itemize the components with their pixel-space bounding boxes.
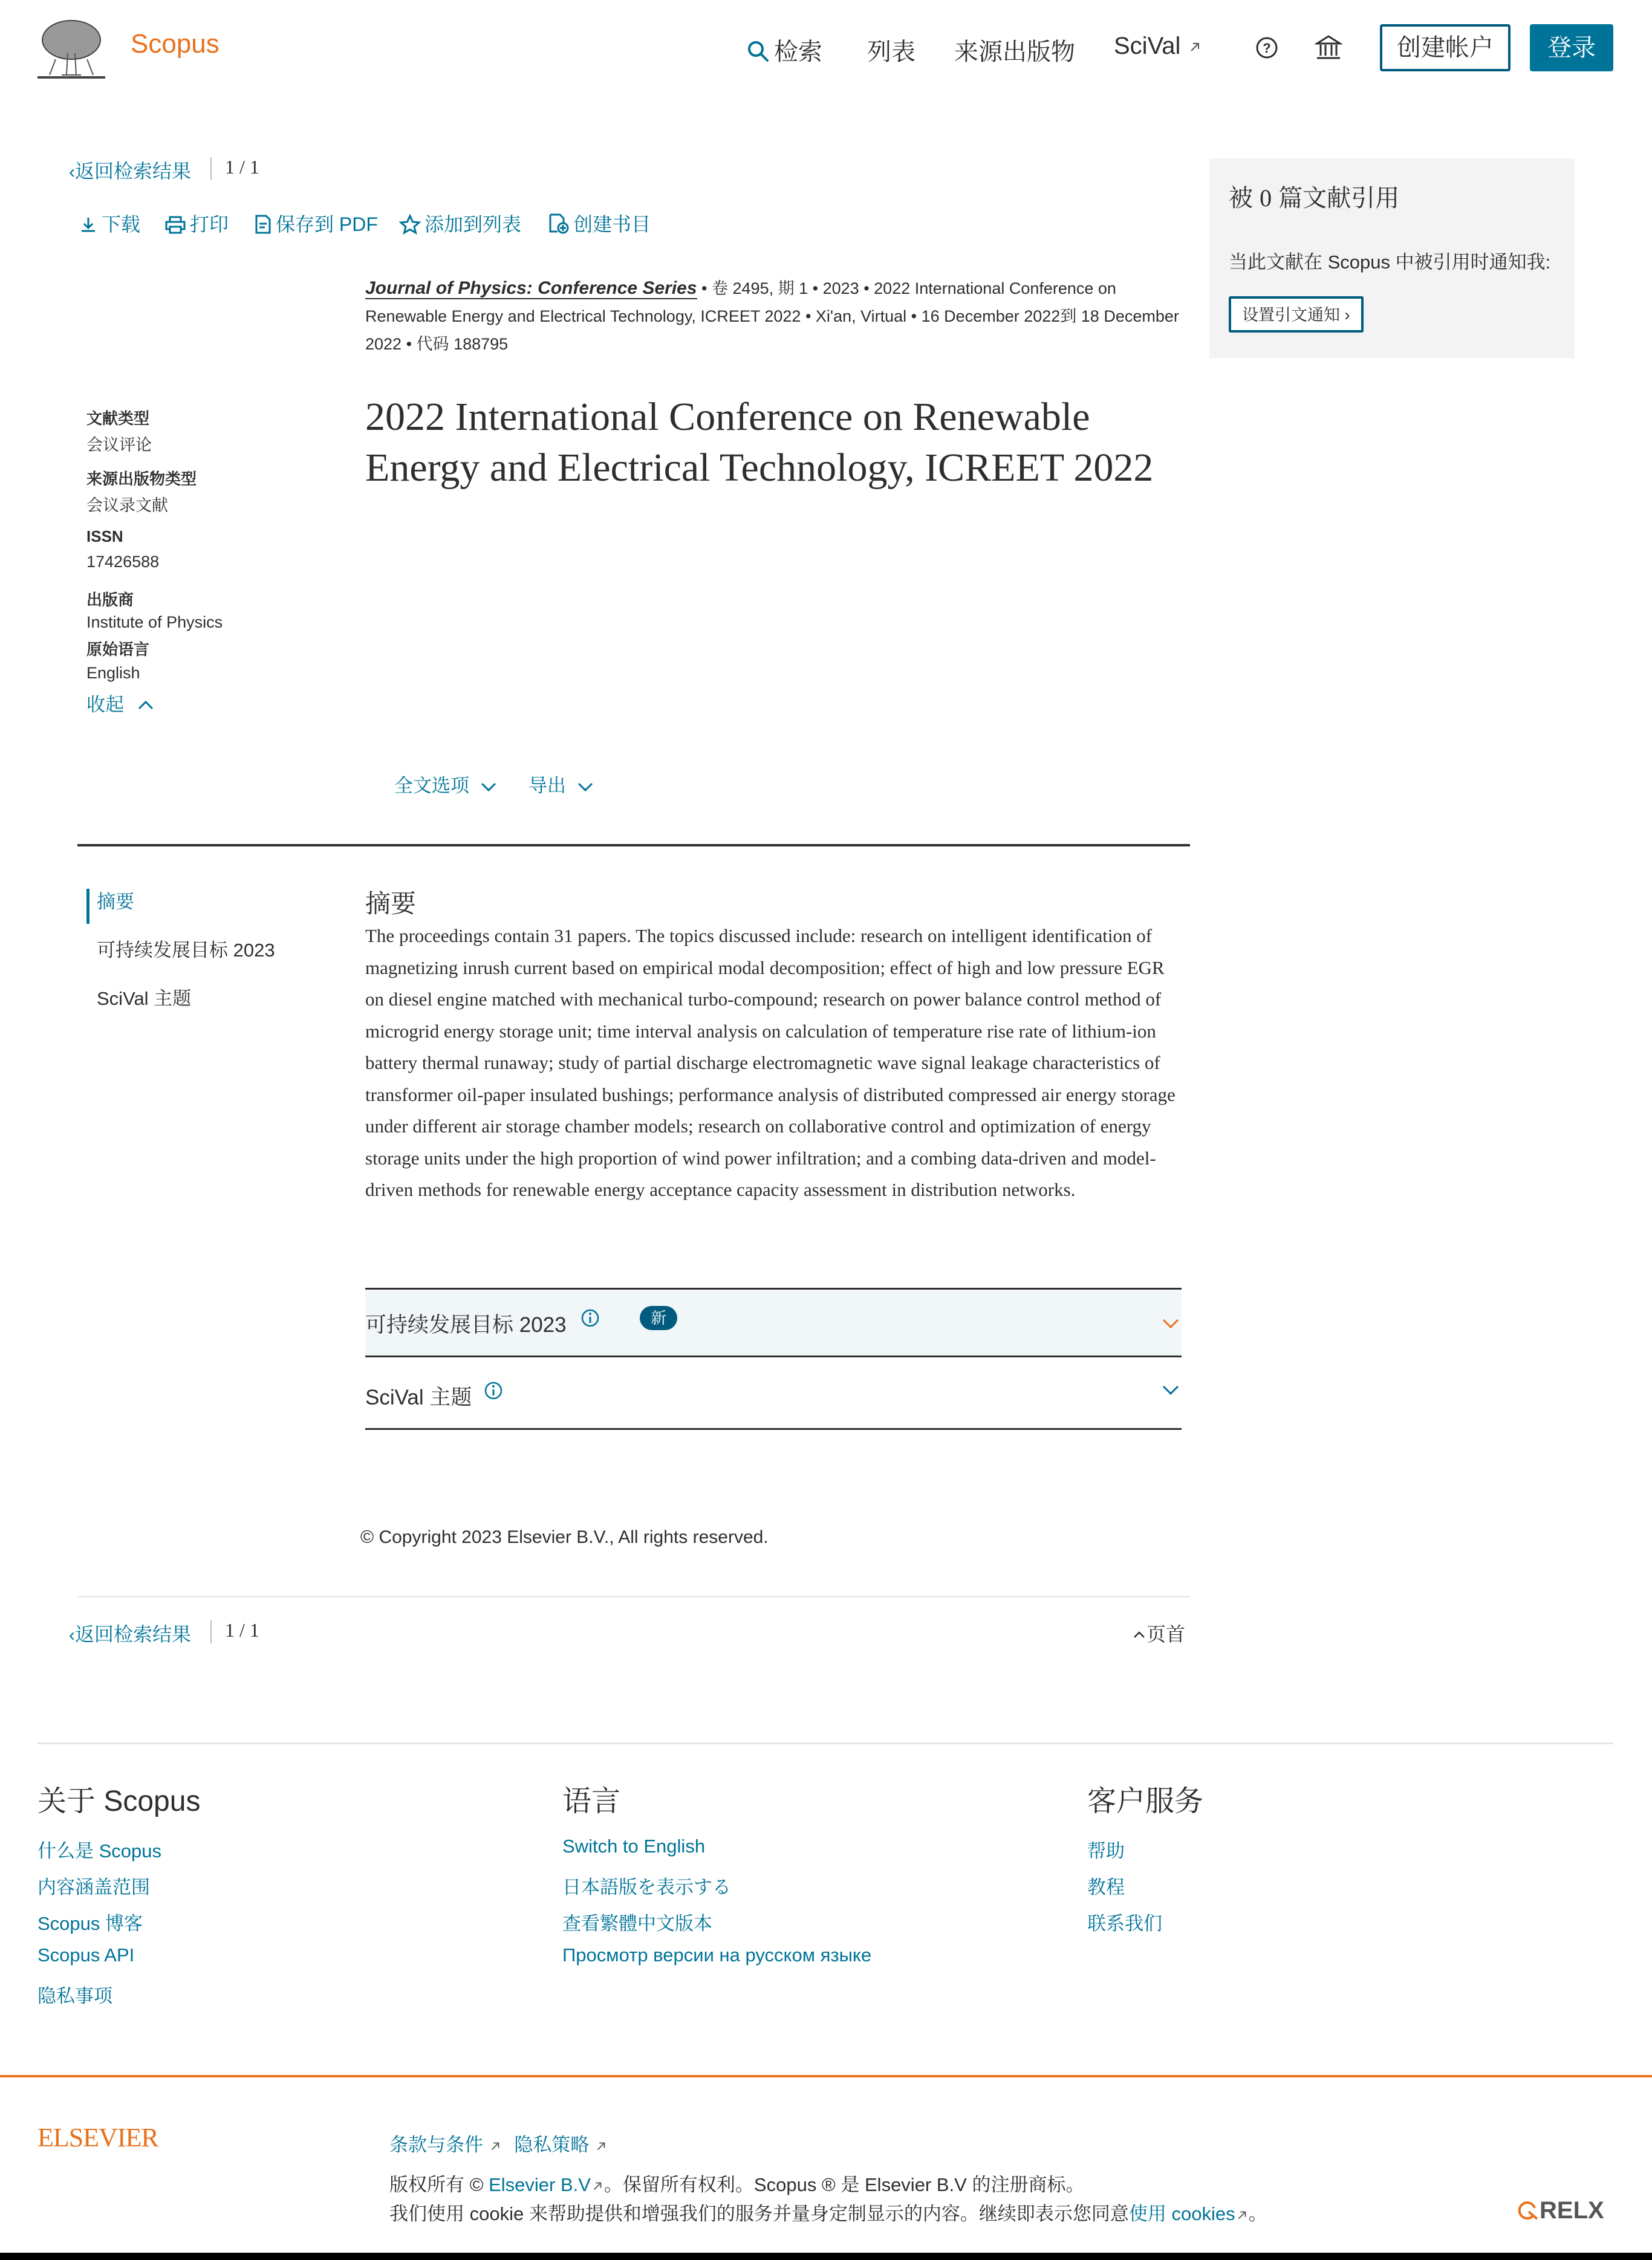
terms-link[interactable]: 条款与条件 bbox=[389, 2134, 483, 2155]
elsevier-tree-logo[interactable] bbox=[37, 17, 105, 80]
language-label: 原始语言 bbox=[86, 640, 150, 658]
footer-link-privacy-matters[interactable]: 隐私事项 bbox=[37, 1986, 112, 2007]
nav-lists[interactable]: 列表 bbox=[867, 39, 915, 65]
conference-code: 代码 188795 bbox=[416, 335, 509, 353]
footer-about-heading: 关于 Scopus bbox=[37, 1785, 201, 1817]
conference-dates: 16 December 2022到 18 December 2022 bbox=[365, 307, 1179, 353]
nav-search-label: 检索 bbox=[774, 39, 822, 65]
footer-rights-line bbox=[389, 2169, 1084, 2197]
create-bibliography-button[interactable] bbox=[548, 209, 651, 237]
scival-accordion-title: SciVal 主题 bbox=[365, 1386, 472, 1409]
cookies-link[interactable]: 使用 cookies bbox=[1128, 2203, 1235, 2224]
login-button[interactable]: 登录 bbox=[1530, 24, 1613, 71]
save-pdf-label: 保存到 PDF bbox=[276, 213, 378, 235]
back-to-results-label: 返回检索结果 bbox=[75, 160, 192, 182]
doc-type-label: 文献类型 bbox=[86, 409, 150, 427]
print-button[interactable] bbox=[164, 209, 229, 237]
info-icon[interactable] bbox=[580, 1308, 600, 1328]
section-divider bbox=[77, 844, 1190, 846]
result-pager: 1 / 1 bbox=[225, 156, 259, 178]
abstract-text: The proceedings contain 31 papers. The topics discussed include: research on intelligent identification of magnetizing inrush current based on empirical modal decomposition; effect of high and low pressure EGR on diesel engine matched with mechanical turbo-compound; research on power balance control method of microgrid energy storage unit; time interval analysis on calculation of temperature rise rate of lithium-ion battery thermal runaway; study of partial discharge electromagnetic wave signal leakage characteristics of transformer oil-paper insulated bushings; performance analysis of distributed compressed air energy storage under different air storage chamber models; research on collaborative control and optimization of energy storage units under the high proportion of wind power infiltration; and a combing data-driven and model-driven methods for renewable energy acceptance capacity assessment in distribution networks. bbox=[365, 925, 1176, 1200]
footer-link-coverage[interactable]: 内容涵盖范围 bbox=[37, 1877, 150, 1898]
footer-link-contact[interactable]: 联系我们 bbox=[1087, 1913, 1162, 1934]
chevron-up-icon bbox=[137, 699, 155, 711]
side-nav-scival[interactable]: SciVal 主题 bbox=[97, 988, 192, 1009]
print-icon bbox=[164, 215, 186, 235]
publication-year: 2023 bbox=[822, 279, 859, 297]
chevron-down-icon bbox=[480, 781, 498, 793]
external-link-icon bbox=[594, 2140, 608, 2153]
source-type-label: 来源出版物类型 bbox=[86, 470, 197, 488]
export-label: 导出 bbox=[528, 775, 566, 796]
cited-by-heading bbox=[1229, 179, 1399, 213]
cited-by-suffix: 篇文献引用 bbox=[1278, 185, 1400, 212]
rights-suffix: 。保留所有权利。Scopus ® 是 Elsevier B.V 的注册商标。 bbox=[603, 2174, 1085, 2195]
chevron-up-icon bbox=[1132, 1629, 1146, 1640]
publisher-label: 出版商 bbox=[86, 591, 134, 609]
relx-label: RELX bbox=[1540, 2197, 1604, 2224]
star-icon bbox=[399, 214, 421, 235]
back-to-top-label: 页首 bbox=[1146, 1623, 1186, 1645]
bibliography-icon bbox=[548, 213, 570, 235]
back-to-results-link-bottom[interactable] bbox=[69, 1619, 191, 1647]
download-button[interactable] bbox=[79, 209, 140, 237]
pdf-icon bbox=[254, 214, 272, 235]
chevron-down-icon bbox=[1161, 1383, 1180, 1397]
back-to-results-label: 返回检索结果 bbox=[75, 1623, 192, 1645]
page-bottom-bar bbox=[0, 2253, 1652, 2260]
side-nav-abstract[interactable]: 摘要 bbox=[97, 891, 134, 912]
footer-link-traditional-chinese[interactable]: 查看繁體中文版本 bbox=[562, 1913, 712, 1934]
citation-panel bbox=[1209, 158, 1575, 358]
footer-language-heading: 语言 bbox=[562, 1785, 621, 1817]
doc-type-value: 会议评论 bbox=[86, 436, 152, 454]
accordion-border bbox=[365, 1288, 1182, 1290]
relx-swoosh-icon bbox=[1515, 2200, 1540, 2220]
svg-text:?: ? bbox=[1263, 41, 1271, 56]
language-value: English bbox=[86, 664, 140, 682]
journal-title-link[interactable]: Journal of Physics: Conference Series bbox=[365, 278, 697, 298]
new-badge: 新 bbox=[640, 1306, 677, 1330]
divider bbox=[210, 1620, 212, 1643]
info-icon[interactable] bbox=[484, 1381, 503, 1400]
active-nav-indicator bbox=[86, 889, 89, 924]
external-link-icon bbox=[1188, 40, 1202, 54]
footer-link-api[interactable]: Scopus API bbox=[37, 1944, 135, 1966]
save-pdf-button[interactable] bbox=[254, 209, 378, 237]
search-icon bbox=[746, 39, 770, 63]
create-account-button[interactable]: 创建帐户 bbox=[1380, 24, 1511, 71]
footer-service-heading: 客户服务 bbox=[1087, 1785, 1204, 1817]
nav-scival[interactable] bbox=[1114, 33, 1202, 60]
scival-accordion[interactable] bbox=[365, 1358, 1182, 1428]
elsevier-logo[interactable]: ELSEVIER bbox=[37, 2123, 158, 2152]
set-citation-alert-button[interactable] bbox=[1229, 296, 1364, 333]
result-pager-bottom: 1 / 1 bbox=[225, 1619, 259, 1641]
relx-logo[interactable] bbox=[1515, 2197, 1604, 2224]
accordion-border bbox=[365, 1428, 1182, 1430]
export-button[interactable] bbox=[528, 770, 594, 797]
nav-sources[interactable]: 来源出版物 bbox=[954, 39, 1075, 65]
footer-cookie-line bbox=[389, 2198, 1267, 2226]
print-label: 打印 bbox=[190, 213, 229, 235]
nav-scival-label: SciVal bbox=[1114, 33, 1181, 59]
volume-issue: 卷 2495, 期 1 bbox=[712, 279, 808, 297]
external-link-icon bbox=[1235, 2209, 1249, 2222]
footer-link-russian[interactable]: Просмотр версии на русском языке bbox=[562, 1944, 872, 1966]
citation-notify-text: 当此文献在 Scopus 中被引用时通知我: bbox=[1229, 252, 1551, 273]
nav-search[interactable] bbox=[746, 33, 822, 67]
footer-legal-links bbox=[389, 2129, 608, 2157]
footer-link-blog[interactable]: Scopus 博客 bbox=[37, 1913, 143, 1934]
institution-icon[interactable] bbox=[1315, 34, 1342, 62]
conference-name: 2022 International Conference on Renewable Energy and Electrical Technology, ICREET 2022 bbox=[365, 279, 1116, 325]
source-type-value: 会议录文献 bbox=[86, 496, 168, 515]
back-chevron-icon: ‹ bbox=[69, 1625, 75, 1645]
download-icon bbox=[79, 215, 98, 235]
cookie-suffix: 。 bbox=[1248, 2203, 1267, 2224]
add-to-list-button[interactable] bbox=[399, 209, 521, 237]
divider bbox=[210, 157, 212, 180]
back-chevron-icon: ‹ bbox=[69, 162, 75, 182]
rights-prefix: 版权所有 © bbox=[389, 2174, 489, 2195]
set-citation-alert-label: 设置引文通知 bbox=[1242, 306, 1340, 324]
collapse-metadata-button[interactable] bbox=[86, 689, 155, 716]
help-icon[interactable] bbox=[1255, 36, 1278, 59]
side-nav-sdg[interactable]: 可持续发展目标 2023 bbox=[97, 940, 275, 961]
footer-link-what-is-scopus[interactable]: 什么是 Scopus bbox=[37, 1840, 162, 1862]
chevron-down-icon bbox=[576, 781, 594, 793]
issn-value: 17426588 bbox=[86, 553, 160, 571]
sdg-accordion[interactable] bbox=[365, 1290, 1182, 1356]
external-link-icon bbox=[591, 2180, 604, 2193]
chevron-right-icon: › bbox=[1344, 306, 1350, 324]
footer-link-japanese[interactable]: 日本語版を表示する bbox=[562, 1877, 731, 1898]
copyright-notice: © Copyright 2023 Elsevier B.V., All rights reserved. bbox=[360, 1527, 769, 1547]
sdg-accordion-title: 可持续发展目标 2023 bbox=[365, 1313, 567, 1337]
conference-location: Xi'an, Virtual bbox=[815, 307, 907, 325]
privacy-policy-link[interactable]: 隐私策略 bbox=[514, 2134, 590, 2155]
back-to-results-link[interactable] bbox=[69, 156, 191, 184]
full-text-options-button[interactable] bbox=[394, 770, 498, 797]
document-title: 2022 International Conference on Renewable Energy and Electrical Technology, ICREET 2022 bbox=[365, 395, 1154, 490]
full-text-options-label: 全文选项 bbox=[394, 775, 469, 796]
external-link-icon bbox=[489, 2140, 502, 2153]
elsevier-bv-link[interactable]: Elsevier B.V bbox=[489, 2174, 591, 2195]
add-to-list-label: 添加到列表 bbox=[424, 213, 522, 235]
accordion-border bbox=[365, 1356, 1182, 1357]
collapse-label: 收起 bbox=[86, 694, 124, 715]
chevron-down-icon bbox=[1161, 1317, 1180, 1330]
footer-link-english[interactable]: Switch to English bbox=[562, 1836, 706, 1857]
cited-by-count: 0 bbox=[1260, 184, 1272, 212]
issn-label: ISSN bbox=[86, 527, 123, 545]
download-label: 下载 bbox=[102, 213, 141, 235]
source-info: Journal of Physics: Conference Series • 卷 2495, 期 1 • 2023 • 2022 International Conference on Renewable Energy and Electrical Technology, ICREET 2022 • Xi'an, Virtual • 16 December 2022到 18 December 2022 • 代码 188795 bbox=[365, 278, 1179, 353]
divider bbox=[77, 1596, 1190, 1597]
cited-by-prefix: 被 bbox=[1229, 185, 1253, 212]
abstract-heading: 摘要 bbox=[365, 889, 417, 918]
footer-link-help[interactable]: 帮助 bbox=[1087, 1840, 1125, 1862]
scopus-logo-text[interactable]: Scopus bbox=[131, 29, 220, 59]
footer-divider bbox=[37, 1742, 1613, 1744]
create-bibliography-label: 创建书目 bbox=[573, 213, 651, 235]
footer-link-tutorials[interactable]: 教程 bbox=[1087, 1877, 1125, 1898]
back-to-top-link[interactable] bbox=[1132, 1619, 1185, 1647]
publisher-value: Institute of Physics bbox=[86, 613, 223, 631]
footer-accent-line bbox=[0, 2075, 1652, 2077]
cookie-prefix: 我们使用 cookie 来帮助提供和增强我们的服务并量身定制显示的内容。继续即表示您同意 bbox=[389, 2203, 1129, 2224]
